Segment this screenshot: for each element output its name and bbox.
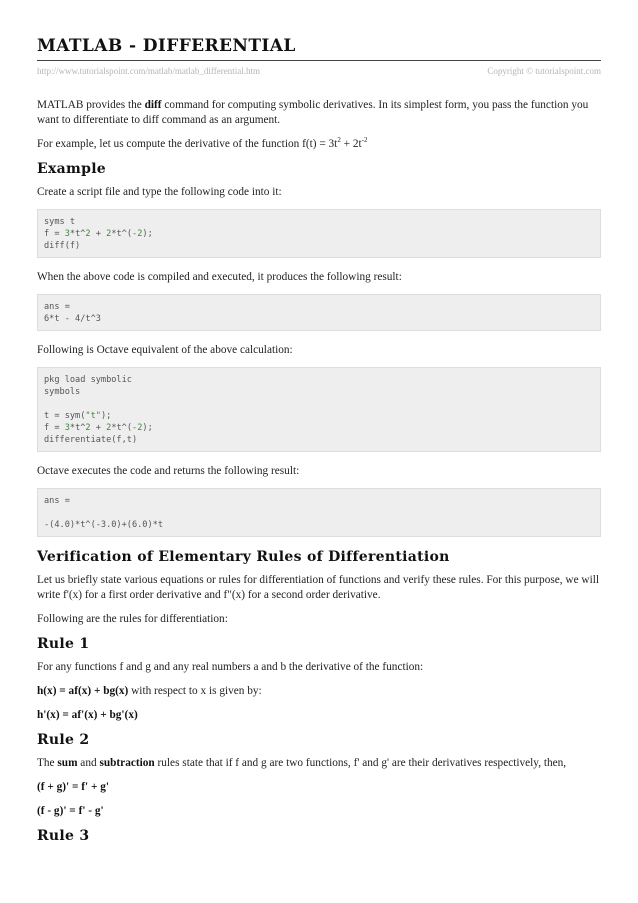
rule-3-heading: Rule 3 [37, 828, 90, 844]
rule-1-paragraph: For any functions f and g and any real numbers a and b the derivative of the function: [37, 661, 424, 673]
source-url[interactable]: http://www.tutorialspoint.com/matlab/matlab_differential.htm [37, 66, 260, 76]
verification-paragraph-1: Let us briefly state various equations or rules for differentiation of functions and verify these rules. For this purpose, we will write f'(x) for a first order derivative and f"(x) for a second order derivative. [37, 574, 599, 601]
code-block-matlab[interactable]: syms t f = 3*t^2 + 2*t^(-2); diff(f) [37, 209, 601, 258]
example-paragraph-1: Create a script file and type the following code into it: [37, 186, 282, 198]
example-heading: Example [37, 161, 107, 177]
code-block-octave-output[interactable]: ans = -(4.0)*t^(-3.0)+(6.0)*t [37, 488, 601, 537]
code-block-matlab-output[interactable]: ans = 6*t - 4/t^3 [37, 294, 601, 331]
example-paragraph-2: When the above code is compiled and executed, it produces the following result: [37, 271, 402, 283]
rule-2-paragraph: The sum and subtraction rules state that if f and g are two functions, f' and g' are their derivatives respectively, then, [37, 757, 567, 769]
verification-paragraph-2: Following are the rules for differentiation: [37, 613, 228, 625]
page-title: MATLAB - DIFFERENTIAL [37, 36, 296, 56]
main-content [37, 98, 601, 852]
intro-paragraph-1: MATLAB provides the diff command for computing symbolic derivatives. In its simplest form, you pass the function you want to differentiate to diff command as an argument. [37, 99, 589, 126]
example-paragraph-3: Following is Octave equivalent of the above calculation: [37, 344, 293, 356]
rule-1-formula-2: h'(x) = af'(x) + bg'(x) [37, 709, 138, 721]
intro-paragraph-2: For example, let us compute the derivative of the function $f(t) = 3t^2 + 2t^{-2}$ [37, 136, 368, 150]
copyright-notice: Copyright © tutorialspoint.com [487, 66, 601, 76]
code-block-octave[interactable]: pkg load symbolic symbols t = sym("t"); f = 3*t^2 + 2*t^(-2); differentiate(f,t) [37, 367, 601, 452]
rule-2-heading: Rule 2 [37, 732, 90, 748]
rule-1-heading: Rule 1 [37, 636, 90, 652]
verification-heading: Verification of Elementary Rules of Differentiation [37, 549, 450, 565]
rule-2-formula-1: (f + g)' = f' + g' [37, 781, 110, 793]
example-paragraph-4: Octave executes the code and returns the following result: [37, 465, 300, 477]
rule-1-formula-1: h(x) = af(x) + bg(x) with respect to x is given by: [37, 685, 262, 697]
rule-2-formula-2: (f - g)' = f' - g' [37, 805, 104, 817]
title-divider [37, 60, 601, 61]
